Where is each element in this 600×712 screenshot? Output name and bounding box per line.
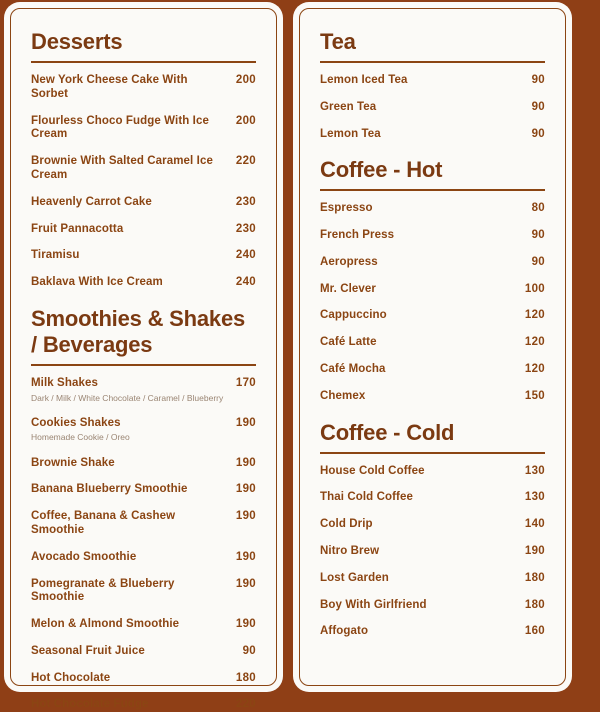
menu-item-row [31, 457, 256, 471]
section-divider [320, 452, 545, 454]
menu-item-price: 230 [235, 195, 256, 208]
menu-item-price: 240 [235, 249, 256, 262]
menu-section [320, 29, 545, 141]
menu-item-row [31, 483, 256, 497]
menu-item-row [31, 698, 256, 712]
menu-item-row [31, 223, 256, 237]
menu-item-price: 220 [235, 155, 256, 168]
menu-item-price: 90 [531, 127, 545, 140]
menu-item-price: 90 [531, 100, 545, 113]
section-divider [31, 61, 256, 63]
menu-item-name: Heavenly Carrot Cake [31, 195, 152, 208]
menu-item-price: 170 [235, 376, 256, 389]
menu-item-name: Affogato [320, 625, 369, 638]
menu-item-name: Hot Chocolate Fudge [31, 698, 149, 711]
menu-item-row [31, 417, 256, 431]
menu-section [320, 420, 545, 640]
menu-item-row [31, 551, 256, 565]
menu-item-row [31, 645, 256, 659]
menu-item-name: Espresso [320, 202, 373, 215]
menu-item-row [320, 283, 545, 297]
menu-item-name: Banana Blueberry Smoothie [31, 483, 188, 496]
menu-item-price: 200 [235, 73, 256, 86]
menu-item-name: Mr. Clever [320, 282, 376, 295]
menu-item-name: Seasonal Fruit Juice [31, 644, 145, 657]
menu-item-name: Coffee, Banana & Cashew Smoothie [31, 510, 176, 536]
menu-item-row [320, 336, 545, 350]
menu-item-name: Thai Cold Coffee [320, 491, 413, 504]
menu-item-name: Chemex [320, 389, 366, 402]
menu-item-row [320, 572, 545, 586]
menu-item-name: Brownie Shake [31, 456, 115, 469]
menu-item-price: 160 [524, 625, 545, 638]
menu-item-name: Lemon Tea [320, 127, 381, 140]
menu-item-name: Brownie With Salted Caramel Ice Cream [31, 155, 213, 181]
menu-item-name: Avocado Smoothie [31, 550, 137, 563]
menu-card-right [299, 8, 566, 686]
menu-item-name: French Press [320, 229, 395, 242]
menu-item-name: Cookies Shakes [31, 416, 121, 429]
menu-item-row [31, 74, 256, 102]
menu-item-price: 190 [235, 618, 256, 631]
menu-item-name: Milk Shakes [31, 376, 98, 389]
menu-item-price: 120 [524, 363, 545, 376]
menu-item-price: 80 [531, 202, 545, 215]
menu-item-price: 130 [524, 491, 545, 504]
menu-item-row [320, 101, 545, 115]
menu-item-price: 200 [235, 114, 256, 127]
menu-item-price: 190 [235, 416, 256, 429]
menu-item-row [31, 510, 256, 538]
menu-item-row [31, 115, 256, 143]
menu-item-name: Flourless Choco Fudge With Ice Cream [31, 114, 209, 141]
menu-item-price: 190 [235, 550, 256, 563]
menu-item-row [320, 229, 545, 243]
menu-card-left [10, 8, 277, 711]
menu-item-price: 190 [235, 456, 256, 469]
menu-item-price: 120 [524, 336, 545, 349]
menu-item-row [320, 465, 545, 479]
menu-item-row [320, 309, 545, 323]
menu-item-row [31, 578, 256, 606]
menu-item-name: Boy With Girlfriend [320, 598, 427, 611]
menu-item-row [320, 599, 545, 613]
section-title: Tea [320, 29, 356, 54]
menu-item-name: Tiramisu [31, 249, 80, 262]
menu-item-price: 140 [524, 518, 545, 531]
menu-item-row [31, 618, 256, 632]
menu-item-name: Café Latte [320, 336, 377, 349]
menu-item-price: 240 [235, 276, 256, 289]
section-title: Coffee - Cold [320, 419, 455, 445]
menu-item-name: Lost Garden [320, 571, 389, 584]
menu-item-row [31, 155, 256, 183]
menu-item-name: Hot Chocolate [31, 671, 111, 684]
section-divider [320, 189, 545, 191]
menu-item-row [320, 128, 545, 142]
menu-item-price: 180 [235, 671, 256, 684]
menu-item-name: Cappuccino [320, 309, 387, 322]
section-divider [320, 61, 545, 63]
menu-item-subtitle: Homemade Cookie / Oreo [31, 432, 130, 443]
menu-item-price: 90 [531, 255, 545, 268]
menu-item-row [31, 672, 256, 686]
menu-item-row [320, 625, 545, 639]
menu-item-price: 90 [242, 644, 256, 657]
menu-item-name: Baklava With Ice Cream [31, 276, 163, 289]
menu-item-subtitle: Dark / Milk / White Chocolate / Caramel / Blueberry [31, 392, 224, 403]
menu-item-name: Aeropress [320, 255, 378, 268]
section-title: Desserts [31, 29, 123, 54]
menu-item-row [320, 256, 545, 270]
menu-item-price: 150 [524, 389, 545, 402]
menu-item-price: 230 [235, 222, 256, 235]
menu-item-row [31, 249, 256, 263]
menu-item-name: Fruit Pannacotta [31, 222, 124, 235]
menu-item-name: Café Mocha [320, 363, 386, 376]
menu-item-row [320, 545, 545, 559]
menu-item-name: Pomegranate & Blueberry Smoothie [31, 577, 175, 604]
menu-item-name: New York Cheese Cake With Sorbet [31, 73, 188, 100]
menu-section [31, 29, 256, 290]
section-divider [31, 364, 256, 366]
section-title: Smoothies & Shakes / Beverages [31, 305, 246, 357]
menu-section [31, 306, 256, 712]
menu-item-row [320, 363, 545, 377]
menu-item-name: House Cold Coffee [320, 464, 425, 477]
menu-item-row [320, 491, 545, 505]
menu-item-name: Green Tea [320, 100, 377, 113]
menu-item-price: 190 [235, 577, 256, 590]
menu-item-price: 130 [524, 464, 545, 477]
menu-item-row [31, 377, 256, 391]
menu-item-price: 100 [524, 282, 545, 295]
menu-item-row [31, 196, 256, 210]
menu-item-price: 120 [524, 309, 545, 322]
menu-item-price: 90 [531, 229, 545, 242]
menu-item-price: 220 [235, 698, 256, 711]
menu-item-row [320, 202, 545, 216]
menu-item-name: Melon & Almond Smoothie [31, 618, 180, 631]
menu-item-price: 180 [524, 598, 545, 611]
section-title: Coffee - Hot [320, 157, 443, 183]
menu-item-name: Nitro Brew [320, 545, 380, 558]
menu-section [320, 157, 545, 403]
menu-item-price: 190 [235, 510, 256, 523]
menu-item-row [320, 518, 545, 532]
menu-item-row [31, 276, 256, 290]
menu-item-name: Cold Drip [320, 518, 373, 531]
menu-item-name: Lemon Iced Tea [320, 73, 408, 86]
menu-item-price: 190 [524, 545, 545, 558]
menu-item-price: 190 [235, 483, 256, 496]
menu-item-row [320, 390, 545, 404]
menu-item-row [320, 74, 545, 88]
menu-item-price: 180 [524, 571, 545, 584]
menu-item-price: 90 [531, 73, 545, 86]
